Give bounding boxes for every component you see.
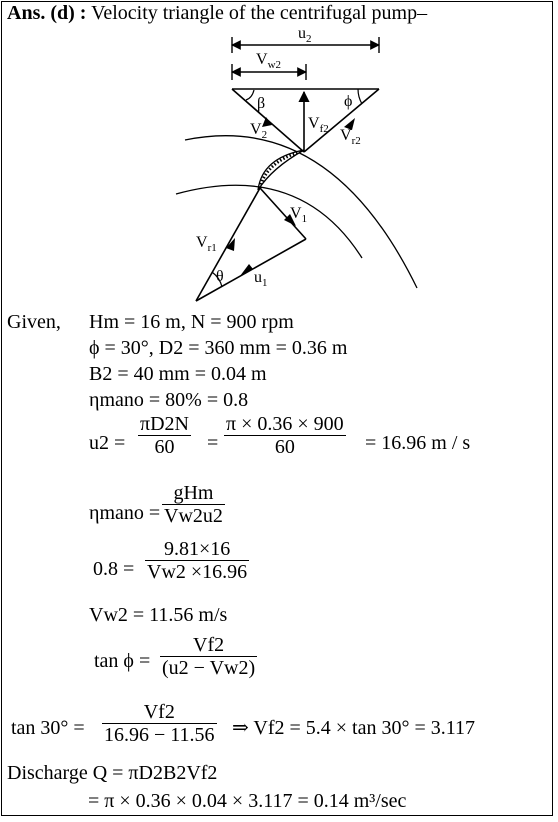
discharge-line-1: Discharge Q = πD2B2Vf2 (7, 762, 218, 784)
given-line-1: Hm = 16 m, N = 900 rpm (89, 311, 294, 333)
u2-fraction-2 (224, 413, 346, 458)
equals-sign: = (207, 432, 219, 454)
eq08-fraction (145, 538, 249, 583)
eta-fraction (162, 482, 225, 527)
label-vr1: $V_{r1}$ (196, 234, 217, 254)
u2-numerator-1: πD2N (140, 413, 189, 435)
u2-result: = 16.96 m / s (365, 432, 471, 454)
heading-text: Velocity triangle of the centrifugal pump– (91, 2, 428, 24)
eq08-numerator: 9.81×16 (163, 538, 231, 560)
tanphi-denominator: (u2 − Vw2) (162, 657, 256, 679)
u2-numerator-2: π × 0.36 × 900 (226, 413, 344, 435)
label-vw2: $V_{w2}$ (256, 51, 282, 71)
eq08-denominator: Vw2 ×16.96 (147, 561, 248, 583)
tanphi-fraction (160, 634, 257, 679)
vw2-result: Vw2 = 11.56 m/s (89, 604, 228, 626)
tan30-lhs: tan 30° = (11, 717, 85, 739)
phi-arc (358, 89, 362, 104)
given-line-2: ϕ = 30°, D2 = 360 mm = 0.36 m (89, 337, 348, 359)
u1-arrowhead (240, 264, 253, 276)
u2-denominator-2: 60 (224, 435, 346, 458)
tan30-result: ⇒ Vf2 = 5.4 × tan 30° = 3.117 (232, 717, 476, 739)
discharge-line-2: = π × 0.36 × 0.04 × 3.117 = 0.14 m³/sec (88, 790, 407, 812)
eta-lhs: ηmano = (89, 502, 161, 524)
given-line-4: ηmano = 80% = 0.8 (89, 389, 249, 411)
tanphi-lhs: tan ϕ = (94, 650, 151, 672)
eq08-lhs: 0.8 = (93, 558, 135, 580)
eta-numerator: gHm (173, 482, 214, 504)
label-phi: ϕ (344, 93, 353, 110)
u2-lhs: u2 = (89, 432, 126, 454)
label-vf2: $V_{f2}$ (308, 115, 329, 135)
u2-denominator-1: 60 (138, 435, 191, 458)
label-u1: $u_1$ (254, 269, 268, 289)
beta-arc (246, 90, 254, 100)
label-u2: $u_2$ (298, 25, 312, 45)
eta-denominator: Vw2u2 (164, 505, 223, 527)
answer-label: Ans. (d) : (7, 2, 87, 24)
u2-fraction-1 (138, 413, 191, 458)
tan30-numerator: Vf2 (143, 701, 175, 723)
given-label: Given, (7, 311, 61, 333)
tan30-denominator: 16.96 − 11.56 (104, 724, 215, 746)
label-theta: θ (216, 268, 224, 285)
given-line-3: B2 = 40 mm = 0.04 m (89, 363, 267, 385)
tanphi-numerator: Vf2 (193, 634, 225, 656)
label-vr2: $V_{r2}$ (340, 127, 361, 147)
label-v2: $V_2$ (250, 121, 268, 141)
velocity-triangle-diagram (0, 0, 558, 310)
tan30-fraction (102, 701, 217, 746)
blade (258, 150, 304, 190)
label-v1: $V_1$ (290, 205, 308, 225)
label-beta: β (257, 95, 266, 112)
